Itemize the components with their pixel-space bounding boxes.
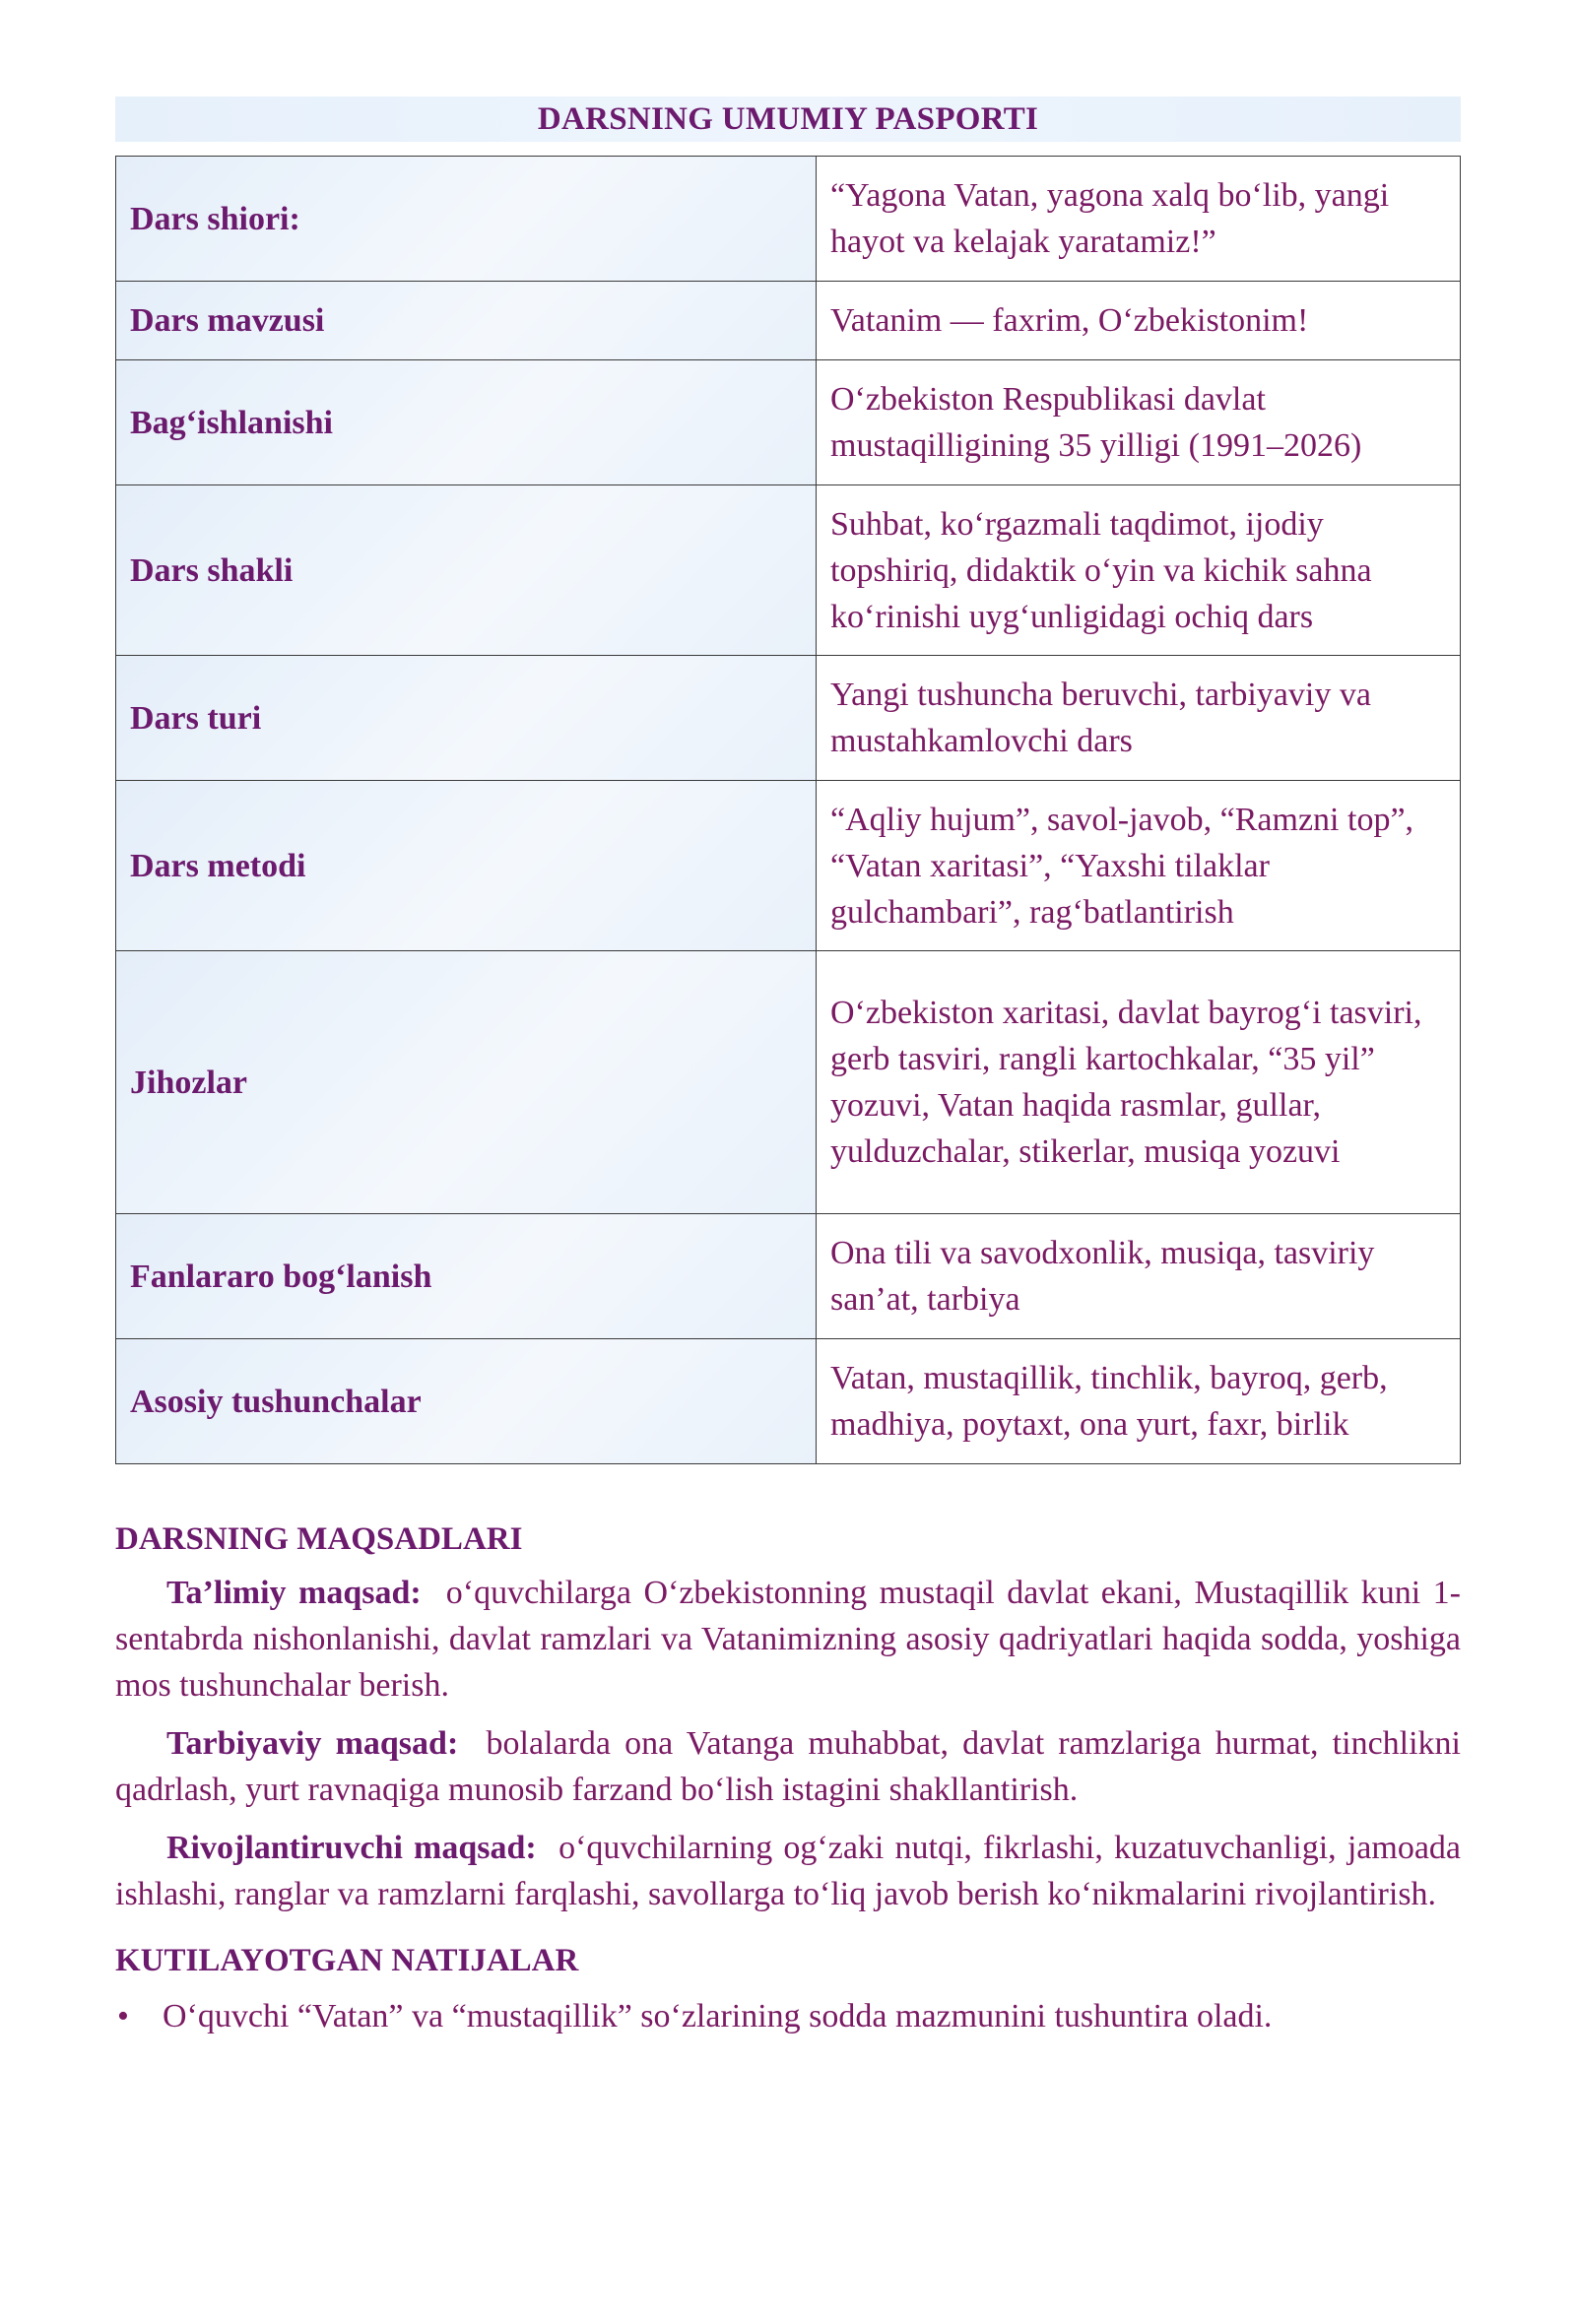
goal-paragraph [115, 1570, 1461, 1709]
table-row [116, 1339, 1461, 1464]
row-label: Dars turi [116, 656, 817, 781]
bullet-icon: • [117, 1998, 129, 2034]
row-value: Suhbat, ko‘rgazmali taqdimot, ijodiy topshiriq, didaktik o‘yin va kichik sahna ko‘rinishi uyg‘unligidagi ochiq dars [817, 485, 1461, 656]
goals-heading: DARSNING MAQSADLARI [115, 1521, 523, 1557]
row-label: Asosiy tushunchalar [116, 1339, 817, 1464]
table-row [116, 1214, 1461, 1339]
row-value: Vatanim — faxrim, O‘zbekistonim! [817, 282, 1461, 360]
row-value: Vatan, mustaqillik, tinchlik, bayroq, gerb, madhiya, poytaxt, ona yurt, faxr, birlik [817, 1339, 1461, 1464]
row-label: Fanlararo bog‘lanish [116, 1214, 817, 1339]
goal-lead: Rivojlantiruvchi maqsad: [166, 1830, 537, 1866]
goal-text: bolalarda ona Vatanga muhabbat, davlat ramzlariga hurmat, tinchlikni qadrlash, yurt ravnaqiga munosib farzand bo‘lish istagini shakllantirish. [115, 1725, 1461, 1808]
table-row [116, 282, 1461, 360]
results-heading: KUTILAYOTGAN NATIJALAR [115, 1943, 579, 1978]
goal-lead: Ta’limiy maqsad: [166, 1575, 422, 1611]
document-page [0, 97, 1576, 2324]
goal-lead: Tarbiyaviy maqsad: [166, 1725, 459, 1762]
result-text: O‘quvchi “Vatan” va “mustaqillik” so‘zlarining sodda mazmunini tushuntira oladi. [163, 1998, 1273, 2034]
list-item [115, 1993, 1461, 2039]
row-label: Jihozlar [116, 951, 817, 1214]
passport-title: DARSNING UMUMIY PASPORTI [115, 97, 1461, 142]
row-value: “Aqliy hujum”, savol-javob, “Ramzni top”, “Vatan xaritasi”, “Yaxshi tilaklar gulchambari”, rag‘batlantirish [817, 781, 1461, 951]
goal-text: o‘quvchilarga O‘zbekistonning mustaqil davlat ekani, Mustaqillik kuni 1-sentabrda nishonlanishi, davlat ramzlari va Vatanimizning asosiy qadriyatlari haqida sodda, yoshiga mos tushunchalar berish. [115, 1575, 1462, 1704]
row-label: Dars shiori: [116, 157, 817, 282]
table-row [116, 485, 1461, 656]
row-value: Yangi tushuncha beruvchi, tarbiyaviy va mustahkamlovchi dars [817, 656, 1461, 781]
row-value: O‘zbekiston xaritasi, davlat bayrog‘i tasviri, gerb tasviri, rangli kartochkalar, “35 yil” yozuvi, Vatan haqida rasmlar, gullar, yulduzchalar, stikerlar, musiqa yozuvi [817, 951, 1461, 1214]
table-row [116, 157, 1461, 282]
table-row [116, 951, 1461, 1214]
row-label: Bag‘ishlanishi [116, 360, 817, 485]
row-value: “Yagona Vatan, yagona xalq bo‘lib, yangi hayot va kelajak yaratamiz!” [817, 157, 1461, 282]
table-row [116, 656, 1461, 781]
goal-text: o‘quvchilarning og‘zaki nutqi, fikrlashi, kuzatuvchanligi, jamoada ishlashi, ranglar va ramzlarni farqlashi, savollarga to‘liq javob berish ko‘nikmalarini rivojlantirish. [115, 1830, 1461, 1912]
passport-table [115, 156, 1461, 1464]
row-label: Dars shakli [116, 485, 817, 656]
goal-paragraph [115, 1720, 1461, 1813]
row-value: Ona tili va savodxonlik, musiqa, tasviriy san’at, tarbiya [817, 1214, 1461, 1339]
row-label: Dars mavzusi [116, 282, 817, 360]
row-value: O‘zbekiston Respublikasi davlat mustaqilligining 35 yilligi (1991–2026) [817, 360, 1461, 485]
results-list [115, 1993, 1461, 2039]
row-label: Dars metodi [116, 781, 817, 951]
goal-paragraph [115, 1825, 1461, 1917]
table-row [116, 781, 1461, 951]
table-row [116, 360, 1461, 485]
